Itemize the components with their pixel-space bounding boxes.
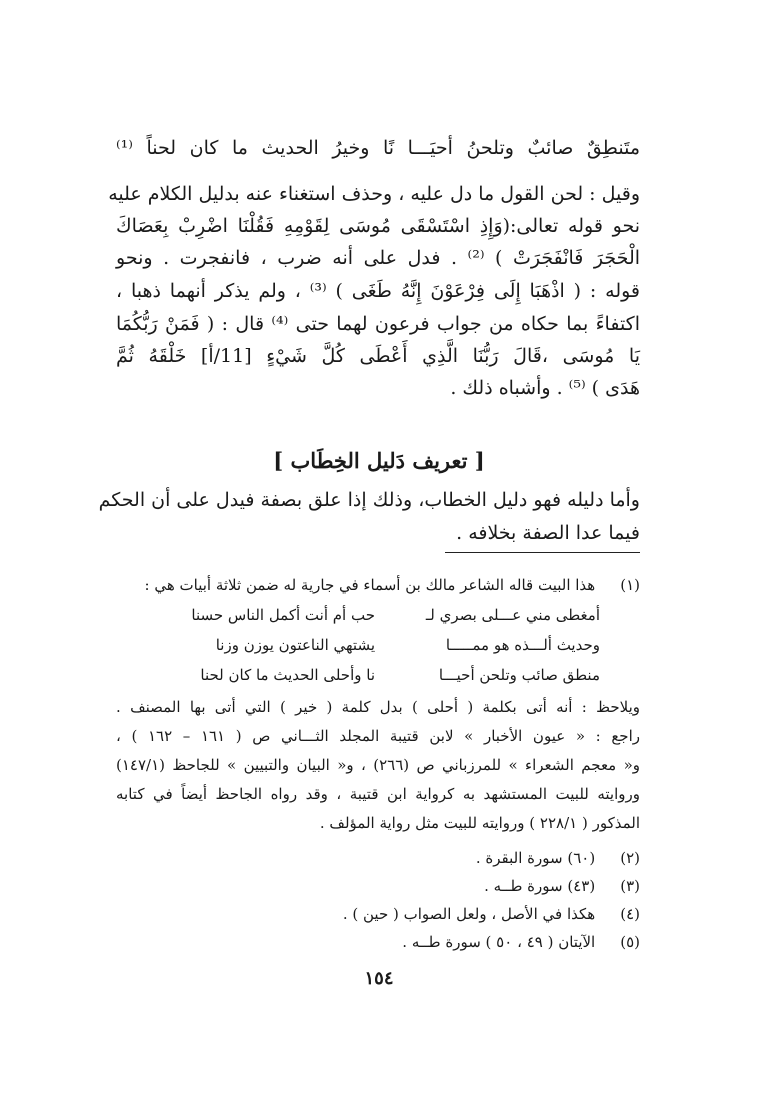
page-number: ١٥٤ xyxy=(364,968,394,989)
footnote-text: هكذا في الأصل ، ولعل الصواب ( حين ) . xyxy=(342,905,596,923)
footnote-note: و« معجم الشعراء » للمرزباني ص (٢٦٦) ، و« البيان والتبيين » للجاحظ (١٤٧/١) xyxy=(116,756,641,774)
footnote-note: ويلاحظ : أنه أتى بكلمة ( أحلى ) بدل كلمة ( خير ) التي أتى بها المصنف . xyxy=(116,698,640,716)
verse-hemistich-left: حب أم أنت أكمل الناس حسنا xyxy=(191,606,375,624)
verse-hemistich-right: منطق صائب وتلحن أحيـــا xyxy=(438,666,600,684)
footnote-marker: (٥) xyxy=(620,933,640,951)
footnote-divider xyxy=(445,552,640,553)
section-heading: [ تعريف دَليل الخِطَاب ] xyxy=(273,448,485,473)
footnote-note: راجع : « عيون الأخبار » لابن قتيبة المجلد الثـــاني ص ( ١٦١ – ١٦٢ ) ، xyxy=(116,727,640,745)
footnote-text: الآيتان ( ٤٩ ، ٥٠ ) سورة طــه . xyxy=(402,933,596,951)
body-line: اكتفاءً بما حكاه من جواب فرعون لهما حتى ⁽⁴⁾ قال : ( فَمَنْ رَبُّكُمَا xyxy=(116,313,640,335)
footnote-note: وروايته للبيت المستشهد به كرواية ابن قتيبة ، وقد رواه الجاحظ أيضاً في كتابه xyxy=(116,785,640,803)
footnote-text: (٦٠) سورة البقرة . xyxy=(475,849,596,867)
verse-hemistich-left: يشتهي الناعتون يوزن وزنا xyxy=(215,636,375,654)
footnote-marker: (٤) xyxy=(620,905,640,923)
body-line: الْحَجَرَ فَانْفَجَرَتْ ) ⁽²⁾ . فدل على أنه ضرب ، فانفجرت . ونحو xyxy=(116,247,641,269)
body-line: وقيل : لحن القول ما دل عليه ، وحذف استغناء عنه بدليل الكلام عليه xyxy=(108,183,640,205)
verse-line: متَنطِقٌ صائبٌ وتلحنُ أحيَـــا نًا وخيرُ الحديث ما كان لحناً ⁽¹⁾ xyxy=(116,137,640,159)
footnote-marker: (١) xyxy=(620,576,640,594)
footnote-marker: (٣) xyxy=(620,877,640,895)
footnote-4 xyxy=(116,899,640,929)
section-line: وأما دليله فهو دليل الخطاب، وذلك إذا علق بصفة فيدل على أن الحكم xyxy=(98,489,640,511)
verse-hemistich-right: وحديث ألـــذه هو ممـــــا xyxy=(445,636,600,654)
footnote-1 xyxy=(116,570,640,600)
footnote-text: هذا البيت قاله الشاعر مالك بن أسماء في جارية له ضمن ثلاثة أبيات هي : xyxy=(144,576,596,594)
body-line: يَا مُوسَى ،قَالَ رَبُّنَا الَّذِي أَعْطَى كُلَّ شَيْءٍ [11/أ] خَلْقَهُ ثُمَّ xyxy=(116,345,640,367)
footnote-3 xyxy=(116,871,640,901)
footnote-marker: (٢) xyxy=(620,849,640,867)
verse-hemistich-right: أمغطى مني عـــلى بصري لـ xyxy=(425,606,600,624)
section-line: فيما عدا الصفة بخلافه . xyxy=(456,522,640,544)
body-line: هَدَى ) ⁽⁵⁾ . وأشباه ذلك . xyxy=(450,377,640,399)
body-line: قوله : ( اذْهَبَا إِلَى فِرْعَوْنَ إِنَّهُ طَغَى ) ⁽³⁾ ، ولم يذكر أنهما ذهبا ، xyxy=(116,280,641,302)
footnote-2 xyxy=(116,843,640,873)
verse-hemistich-left: نا وأحلى الحديث ما كان لحنا xyxy=(200,666,375,684)
body-line: نحو قوله تعالى:(وَإِذِ اسْتَسْقَى مُوسَى لِقَوْمِهِ فَقُلْنَا اضْرِبْ بِعَصَاكَ xyxy=(116,215,640,237)
footnote-text: (٤٣) سورة طــه . xyxy=(484,877,596,895)
footnote-5 xyxy=(116,927,640,957)
footnote-note: المذكور ( ٢٢٨/١ ) وروايته للبيت مثل رواية المؤلف . xyxy=(319,814,640,832)
